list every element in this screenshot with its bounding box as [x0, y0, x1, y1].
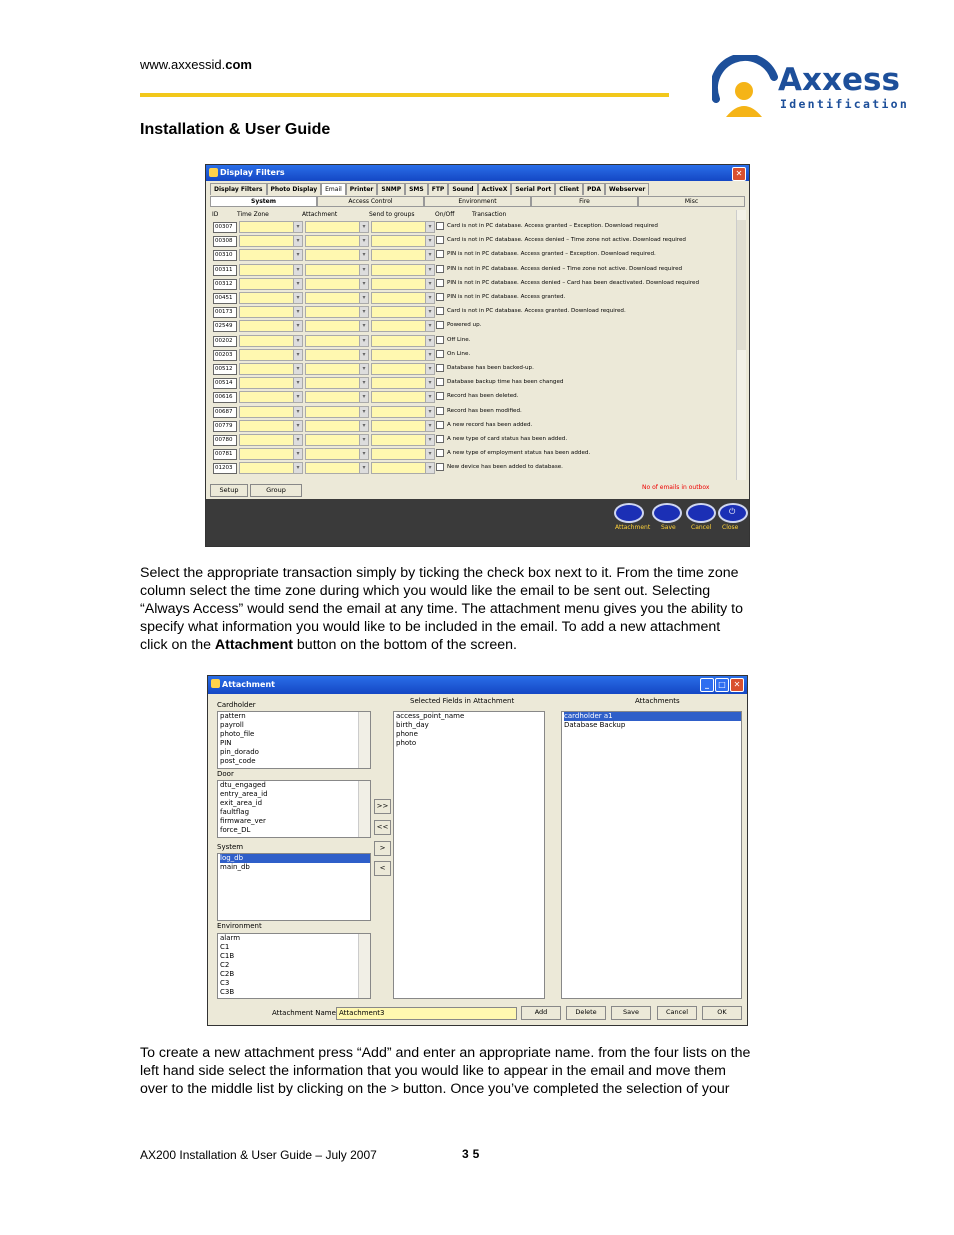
selected-fields-label: Selected Fields in Attachment: [410, 697, 515, 705]
close-icon[interactable]: ✕: [730, 678, 744, 692]
subtab-fire[interactable]: Fire: [531, 196, 638, 207]
cancel-button[interactable]: [686, 503, 716, 523]
row-id: 00512: [213, 364, 237, 375]
onoff-checkbox[interactable]: [436, 407, 444, 415]
transaction-text: New device has been added to database.: [447, 464, 563, 471]
attachment-dropdown[interactable]: [305, 462, 369, 474]
para-line: over to the middle list by clicking on the > button. Once you’ve completed the selection of your: [140, 1081, 730, 1097]
row-id: 00779: [213, 421, 237, 432]
close-label: Close: [722, 524, 739, 531]
add-all-button[interactable]: >>: [374, 799, 391, 814]
onoff-checkbox[interactable]: [436, 236, 444, 244]
list-item[interactable]: birth_day: [396, 721, 429, 729]
list-item[interactable]: photo: [396, 739, 417, 747]
send-groups-dropdown[interactable]: [371, 235, 435, 247]
attachment-button[interactable]: [614, 503, 644, 523]
transaction-text: A new type of employment status has been added.: [447, 450, 591, 457]
row-id: 00308: [213, 236, 237, 247]
table-row: [210, 362, 737, 374]
close-button[interactable]: [718, 503, 748, 523]
timezone-dropdown[interactable]: [239, 264, 303, 276]
send-groups-dropdown[interactable]: [371, 278, 435, 290]
onoff-checkbox[interactable]: [436, 378, 444, 386]
send-groups-dropdown[interactable]: [371, 434, 435, 446]
row-id: 00781: [213, 449, 237, 460]
transaction-text: Database has been backed-up.: [447, 365, 534, 371]
subtab-access-control[interactable]: Access Control: [317, 196, 424, 207]
timezone-dropdown[interactable]: [239, 278, 303, 290]
list-item[interactable]: pin_dorado: [220, 748, 259, 756]
display-filters-window: [205, 164, 750, 547]
list-item[interactable]: log_db: [220, 854, 370, 863]
transaction-text: PIN is not in PC database. Access granted – Exception. Download required.: [447, 251, 656, 258]
timezone-dropdown[interactable]: [239, 420, 303, 432]
attachment-dropdown[interactable]: [305, 320, 369, 332]
table-row: [210, 277, 737, 289]
list-item[interactable]: payroll: [220, 721, 244, 729]
window-titlebar: [206, 165, 749, 181]
timezone-dropdown[interactable]: [239, 349, 303, 361]
save-button[interactable]: [652, 503, 682, 523]
transaction-text: PIN is not in PC database. Access denied – Time zone not active. Download required: [447, 265, 683, 272]
table-row: [210, 334, 737, 346]
attachment-label: Attachment: [615, 524, 651, 531]
environment-list[interactable]: [217, 933, 371, 999]
onoff-checkbox[interactable]: [436, 463, 444, 471]
tab-sms[interactable]: SMS: [405, 183, 428, 195]
send-groups-dropdown[interactable]: [371, 462, 435, 474]
send-groups-dropdown[interactable]: [371, 264, 435, 276]
list-item[interactable]: pattern: [220, 712, 246, 720]
attachment-name-input[interactable]: Attachment3: [336, 1007, 517, 1020]
attachment-dropdown[interactable]: [305, 448, 369, 460]
system-label: System: [217, 843, 244, 851]
list-item[interactable]: main_db: [220, 863, 250, 871]
list-scrollbar[interactable]: [358, 781, 370, 837]
window-title: Attachment: [222, 680, 275, 689]
attachment-name-label: Attachment Name: [272, 1009, 336, 1017]
table-row: [210, 405, 737, 417]
subtab-environment[interactable]: Environment: [424, 196, 531, 207]
timezone-dropdown[interactable]: [239, 406, 303, 418]
setup-button[interactable]: Setup: [210, 484, 248, 497]
transaction-text: PIN is not in PC database. Access denied – Card has been deactivated. Download required: [447, 279, 699, 286]
add-button-arrow[interactable]: >: [374, 841, 391, 856]
door-list[interactable]: [217, 780, 371, 838]
row-id: 00307: [213, 222, 237, 233]
onoff-checkbox[interactable]: [436, 435, 444, 443]
paragraph-1: [140, 564, 820, 654]
tab-activex[interactable]: ActiveX: [478, 183, 512, 195]
door-label: Door: [217, 770, 234, 778]
onoff-checkbox[interactable]: [436, 321, 444, 329]
row-id: 01203: [213, 463, 237, 474]
send-groups-dropdown[interactable]: [371, 420, 435, 432]
list-item[interactable]: photo_file: [220, 730, 255, 738]
list-item[interactable]: C1: [220, 943, 230, 951]
ok-button[interactable]: OK: [702, 1006, 742, 1020]
list-item[interactable]: firmware_ver: [220, 817, 266, 825]
list-scrollbar[interactable]: [358, 712, 370, 768]
attachment-dropdown[interactable]: [305, 391, 369, 403]
attachment-dropdown[interactable]: [305, 306, 369, 318]
timezone-dropdown[interactable]: [239, 221, 303, 233]
timezone-dropdown[interactable]: [239, 462, 303, 474]
save-button[interactable]: Save: [611, 1006, 651, 1020]
col-attachment: Attachment: [302, 211, 338, 218]
list-item[interactable]: post_code: [220, 757, 256, 765]
para-line: left hand side select the information that you would like to appear in the email and move them: [140, 1063, 726, 1079]
tab-snmp[interactable]: SNMP: [377, 183, 405, 195]
row-id: 02549: [213, 321, 237, 332]
para-line: specify what information you would like to be included in the email. To add a new attachment: [140, 619, 721, 635]
table-row: [210, 419, 737, 431]
onoff-checkbox[interactable]: [436, 364, 444, 372]
remove-button-arrow[interactable]: <: [374, 861, 391, 876]
timezone-dropdown[interactable]: [239, 391, 303, 403]
table-row: [210, 376, 737, 388]
para-line: To create a new attachment press “Add” and enter an appropriate name. from the four lists on the: [140, 1045, 751, 1061]
list-item[interactable]: C3: [220, 979, 230, 987]
send-groups-dropdown[interactable]: [371, 349, 435, 361]
transaction-text: Card is not in PC database. Access granted – Exception. Download required: [447, 223, 658, 229]
onoff-checkbox[interactable]: [436, 421, 444, 429]
onoff-checkbox[interactable]: [436, 449, 444, 457]
app-icon: [211, 679, 220, 688]
col-id: ID: [212, 211, 219, 218]
list-item[interactable]: exit_area_id: [220, 799, 263, 807]
onoff-checkbox[interactable]: [436, 392, 444, 400]
website-url: www.axxessid.com: [140, 57, 252, 72]
send-groups-dropdown[interactable]: [371, 249, 435, 261]
transaction-text: PIN is not in PC database. Access granted.: [447, 294, 566, 300]
subtab-misc[interactable]: Misc: [638, 196, 745, 207]
row-id: 00451: [213, 293, 237, 304]
col-timezone: Time Zone: [237, 211, 269, 218]
delete-button[interactable]: Delete: [566, 1006, 606, 1020]
scroll-thumb[interactable]: [737, 220, 746, 350]
table-row: [210, 461, 737, 473]
close-icon[interactable]: ✕: [732, 167, 746, 181]
send-groups-dropdown[interactable]: [371, 292, 435, 304]
onoff-checkbox[interactable]: [436, 350, 444, 358]
list-item[interactable]: PIN: [220, 739, 232, 747]
send-groups-dropdown[interactable]: [371, 448, 435, 460]
list-item[interactable]: dtu_engaged: [220, 781, 266, 789]
row-id: 00780: [213, 435, 237, 446]
send-groups-dropdown[interactable]: [371, 320, 435, 332]
outbox-status: No of emails in outbox: [642, 484, 710, 491]
system-list[interactable]: [217, 853, 371, 921]
transaction-text: Card is not in PC database. Access denied – Time zone not active. Download required: [447, 237, 686, 244]
list-item[interactable]: entry_area_id: [220, 790, 268, 798]
onoff-checkbox[interactable]: [436, 293, 444, 301]
list-item[interactable]: Database Backup: [564, 721, 626, 729]
subtab-system[interactable]: System: [210, 196, 317, 207]
onoff-checkbox[interactable]: [436, 307, 444, 315]
para-line: column select the time zone during which you would like the email to be sent out. Selecting: [140, 583, 711, 599]
header-rule: [140, 93, 669, 97]
row-id: 00311: [213, 265, 237, 276]
cancel-button[interactable]: Cancel: [657, 1006, 697, 1020]
footer-text: AX200 Installation & User Guide – July 2007: [140, 1148, 377, 1162]
timezone-dropdown[interactable]: [239, 448, 303, 460]
timezone-dropdown[interactable]: [239, 292, 303, 304]
send-groups-dropdown[interactable]: [371, 363, 435, 375]
send-groups-dropdown[interactable]: [371, 335, 435, 347]
tab-webserver[interactable]: Webserver: [605, 183, 649, 195]
row-id: 00203: [213, 350, 237, 361]
tab-sound[interactable]: Sound: [448, 183, 477, 195]
tab-client[interactable]: Client: [555, 183, 583, 195]
environment-label: Environment: [217, 922, 262, 930]
attachment-dropdown[interactable]: [305, 335, 369, 347]
para-line: click on the Attachment button on the bottom of the screen.: [140, 637, 517, 653]
window-title: Display Filters: [220, 168, 285, 177]
list-item[interactable]: C3B: [220, 988, 235, 996]
attachment-window: [207, 675, 748, 1026]
table-row: [210, 291, 737, 303]
list-item[interactable]: phone: [396, 730, 418, 738]
timezone-dropdown[interactable]: [239, 306, 303, 318]
attachments-label: Attachments: [635, 697, 680, 705]
transaction-text: A new record has been added.: [447, 421, 533, 428]
row-id: 00687: [213, 407, 237, 418]
top-tabs: [210, 183, 649, 195]
timezone-dropdown[interactable]: [239, 434, 303, 446]
row-id: 00514: [213, 378, 237, 389]
logo-name: Axxess: [778, 62, 900, 98]
transaction-text: A new type of card status has been added.: [447, 436, 568, 442]
list-item[interactable]: C2: [220, 961, 230, 969]
table-row: [210, 348, 737, 360]
minimize-icon[interactable]: _: [700, 678, 714, 692]
attachment-dropdown[interactable]: [305, 363, 369, 375]
timezone-dropdown[interactable]: [239, 235, 303, 247]
table-row: [210, 220, 737, 232]
attachment-dropdown[interactable]: [305, 406, 369, 418]
page-title: Installation & User Guide: [140, 121, 331, 138]
add-button[interactable]: Add: [521, 1006, 561, 1020]
cancel-label: Cancel: [691, 524, 712, 531]
table-row: [210, 248, 737, 260]
list-item[interactable]: cardholder a1: [564, 712, 741, 721]
action-bar: [206, 499, 749, 546]
para-line: Select the appropriate transaction simply by ticking the check box next to it. From the time zone: [140, 565, 739, 581]
transaction-text: Off Line.: [447, 336, 471, 343]
save-label: Save: [661, 524, 676, 531]
list-item[interactable]: alarm: [220, 934, 241, 942]
list-item[interactable]: C2B: [220, 970, 235, 978]
send-groups-dropdown[interactable]: [371, 406, 435, 418]
timezone-dropdown[interactable]: [239, 363, 303, 375]
tab-pda[interactable]: PDA: [583, 183, 605, 195]
tab-display-filters[interactable]: Display Filters: [210, 183, 267, 195]
selected-fields-list[interactable]: [393, 711, 545, 999]
grid-scrollbar[interactable]: [736, 210, 746, 480]
group-button[interactable]: Group: [250, 484, 302, 497]
transaction-text: Record has been modified.: [447, 407, 522, 414]
onoff-checkbox[interactable]: [436, 336, 444, 344]
send-groups-dropdown[interactable]: [371, 306, 435, 318]
list-item[interactable]: C1B: [220, 952, 235, 960]
app-icon: [209, 168, 218, 177]
onoff-checkbox[interactable]: [436, 279, 444, 287]
attachment-dropdown[interactable]: [305, 349, 369, 361]
cardholder-label: Cardholder: [217, 701, 256, 709]
timezone-dropdown[interactable]: [239, 249, 303, 261]
timezone-dropdown[interactable]: [239, 335, 303, 347]
remove-all-button[interactable]: <<: [374, 820, 391, 835]
tab-ftp[interactable]: FTP: [428, 183, 449, 195]
onoff-checkbox[interactable]: [436, 265, 444, 273]
attachment-dropdown[interactable]: [305, 221, 369, 233]
list-item[interactable]: faultflag: [220, 808, 250, 816]
row-id: 00173: [213, 307, 237, 318]
table-row: [210, 319, 737, 331]
attachment-dropdown[interactable]: [305, 235, 369, 247]
logo-mark-icon: [712, 55, 782, 117]
attachment-dropdown[interactable]: [305, 249, 369, 261]
attachment-dropdown[interactable]: [305, 292, 369, 304]
row-id: 00310: [213, 250, 237, 261]
transaction-text: Powered up.: [447, 322, 482, 329]
transaction-text: Database backup time has been changed: [447, 379, 564, 386]
row-id: 00202: [213, 336, 237, 347]
transaction-text: Card is not in PC database. Access granted. Download required.: [447, 308, 626, 315]
window-titlebar: [208, 676, 747, 694]
attachment-dropdown[interactable]: [305, 420, 369, 432]
table-row: [210, 390, 737, 402]
table-row: [210, 263, 737, 275]
row-id: 00616: [213, 392, 237, 403]
sub-tabs: [210, 196, 745, 207]
send-groups-dropdown[interactable]: [371, 377, 435, 389]
tab-email[interactable]: Email: [321, 183, 346, 195]
cardholder-list[interactable]: [217, 711, 371, 769]
power-icon: ⏻: [729, 507, 736, 516]
paragraph-2: [140, 1044, 820, 1098]
tab-serial-port[interactable]: Serial Port: [511, 183, 555, 195]
list-item[interactable]: access_point_name: [396, 712, 465, 720]
table-row: [210, 305, 737, 317]
send-groups-dropdown[interactable]: [371, 391, 435, 403]
col-send-groups: Send to groups: [369, 211, 415, 218]
timezone-dropdown[interactable]: [239, 377, 303, 389]
onoff-checkbox[interactable]: [436, 222, 444, 230]
transaction-text: On Line.: [447, 350, 471, 357]
table-row: [210, 433, 737, 445]
list-item[interactable]: force_DL: [220, 826, 251, 834]
attachments-list[interactable]: [561, 711, 742, 999]
maximize-icon[interactable]: □: [715, 678, 729, 692]
onoff-checkbox[interactable]: [436, 250, 444, 258]
para-line: “Always Access” would send the email at any time. The attachment menu gives you the ability to: [140, 601, 744, 617]
list-scrollbar[interactable]: [358, 934, 370, 998]
attachment-dropdown[interactable]: [305, 377, 369, 389]
tab-printer[interactable]: Printer: [346, 183, 378, 195]
timezone-dropdown[interactable]: [239, 320, 303, 332]
send-groups-dropdown[interactable]: [371, 221, 435, 233]
transaction-text: Record has been deleted.: [447, 393, 519, 400]
table-row: [210, 234, 737, 246]
filter-grid: [210, 220, 737, 485]
row-id: 00312: [213, 279, 237, 290]
attachment-dropdown[interactable]: [305, 264, 369, 276]
page-number: 35: [462, 1147, 484, 1161]
tab-photo-display[interactable]: Photo Display: [267, 183, 322, 195]
attachment-dropdown[interactable]: [305, 278, 369, 290]
col-transaction: Transaction: [472, 211, 507, 218]
table-row: [210, 447, 737, 459]
logo-tagline: Identification: [780, 97, 910, 111]
col-onoff: On/Off: [435, 211, 455, 218]
attachment-dropdown[interactable]: [305, 434, 369, 446]
